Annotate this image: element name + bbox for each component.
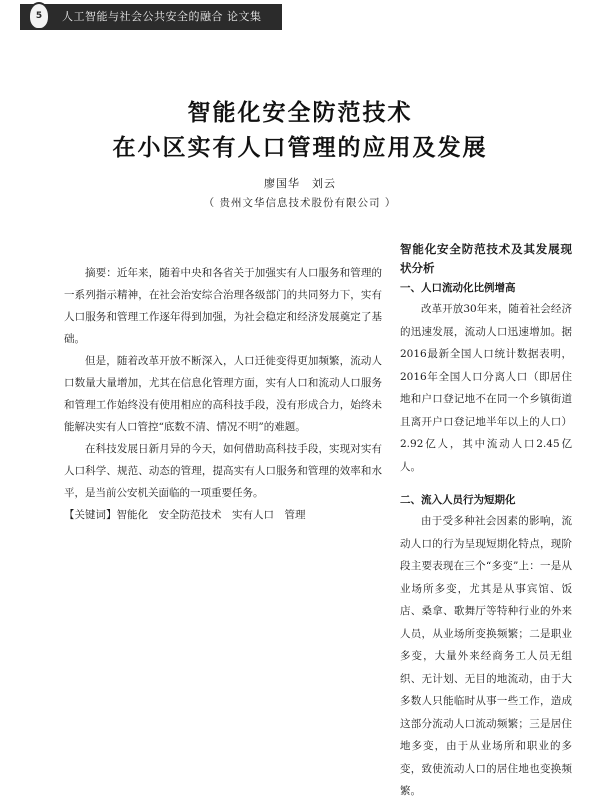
running-header-text: 人工智能与社会公共安全的融合 论文集	[62, 10, 262, 23]
subsection-2-text: 由于受多种社会因素的影响，流动人口的行为呈现短期化特点，现阶段主要表现在三个“多变”上：一是从业场所多变，尤其是从事宾馆、饭店、桑拿、歌舞厅等特种行业的外来人员，从业场所变换频繁；二是职业多变，大量外来经商务工人员无组织、无计划、无目的地流动，由于大多数人只能临时从事一些工作，造成这部分流动人口流动频繁；三是居住地多变，由于从业场所和职业的多变，致使流动人口的居住地也变换频繁。	[400, 515, 572, 797]
spacer	[400, 478, 572, 490]
journal-logo-icon: 5	[28, 2, 50, 30]
subsection-1-text: 改革开放30年来，随着社会经济的迅速发展，流动人口迅速增加。据2016最新全国人口统计数据表明，2016年全国人口分离人口（即居住地和户口登记地不在同一个乡镇街道且离开户口登记地半年以上的人口）2.92亿人，其中流动人口2.45亿人。	[400, 303, 572, 473]
abstract-paragraph-3: 在科技发展日新月异的今天，如何借助高科技手段，实现对实有人口科学、规范、动态的管理，提高实有人口服务和管理的效率和水平，是当前公安机关面临的一项重要任务。	[64, 443, 382, 499]
running-header	[20, 4, 282, 30]
article-title-line-1: 智能化安全防范技术	[187, 100, 413, 126]
article-title-line-2: 在小区实有人口管理的应用及发展	[112, 135, 488, 161]
section-title: 智能化安全防范技术及其发展现状分析	[400, 242, 572, 275]
abstract-column	[64, 262, 382, 526]
affiliation: （ 贵州文华信息技术股份有限公司 ）	[203, 197, 397, 209]
subsection-2-title: 二、流入人员行为短期化	[400, 494, 516, 506]
abstract-paragraph-1: 摘要：近年来，随着中央和各省关于加强实有人口服务和管理的一系列指示精神，在社会治安综合治理各级部门的共同努力下，实有人口服务和管理工作逐年得到加强，为社会稳定和经济发展奠定了基础。	[64, 267, 382, 345]
keywords: 【关键词】智能化 安全防范技术 实有人口 管理	[64, 509, 306, 521]
abstract-paragraph-2: 但是，随着改革开放不断深入，人口迁徙变得更加频繁，流动人口数量大量增加，尤其在信息化管理方面，实有人口和流动人口服务和管理工作始终没有使用相应的高科技手段，没有形成合力，始终未能解决实有人口管控“底数不清、情况不明”的难题。	[64, 355, 382, 433]
authors: 廖国华 刘云	[264, 177, 336, 190]
body-column-right	[400, 240, 572, 803]
subsection-1-title: 一、人口流动化比例增高	[400, 282, 516, 294]
